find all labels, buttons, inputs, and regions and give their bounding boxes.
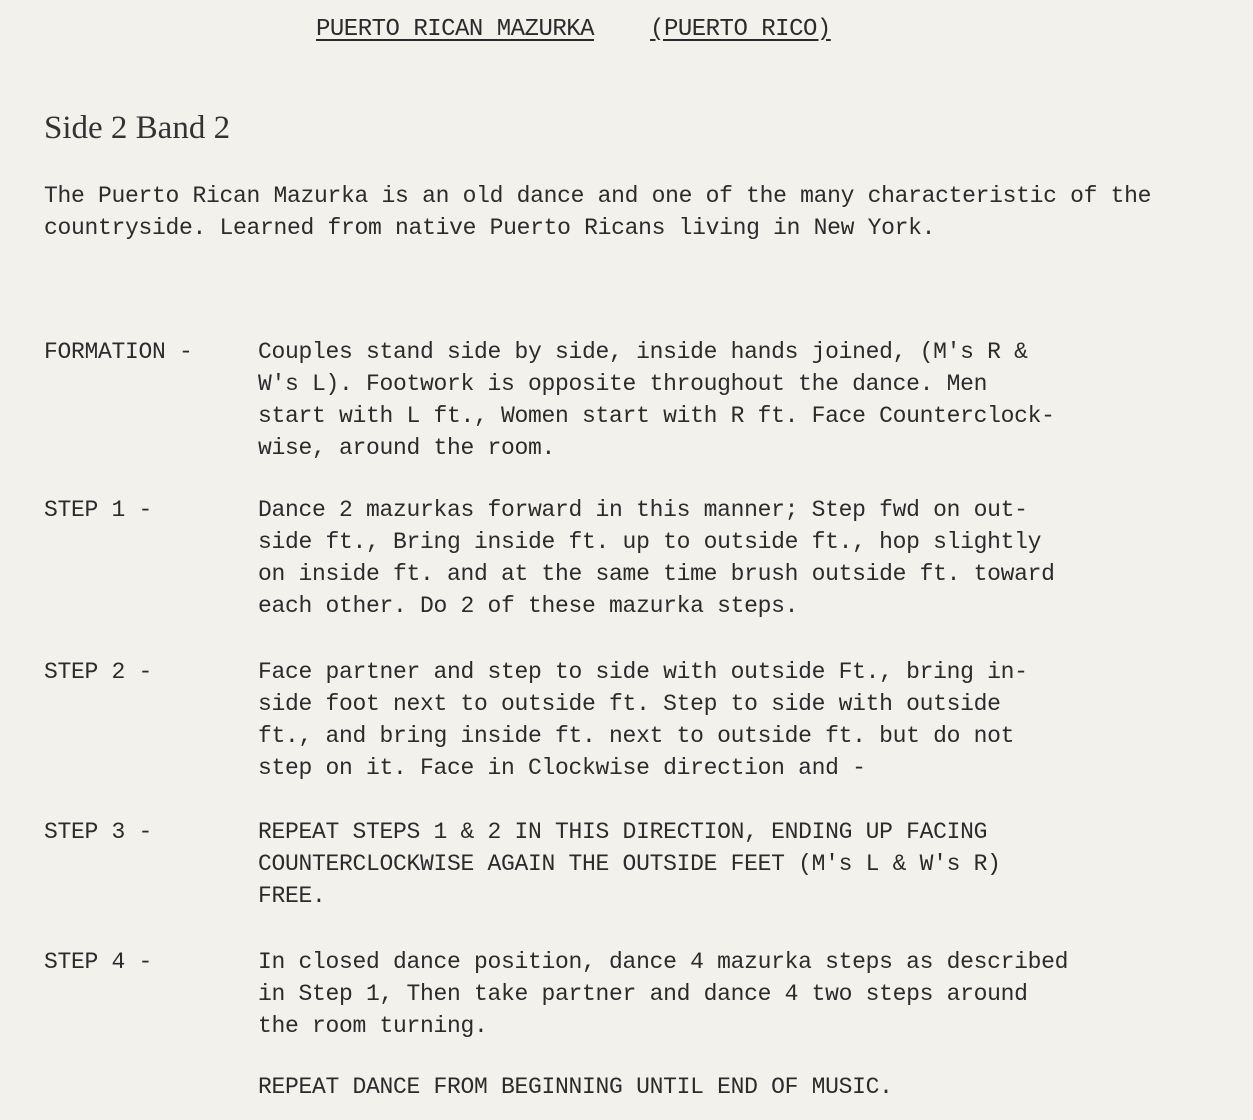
step-text: In closed dance position, dance 4 mazurka steps as described in Step 1, Then take partner and dance 4 two steps around the room turning.: [258, 949, 1069, 1039]
step-label: STEP 2 -: [44, 659, 153, 685]
intro-paragraph: The Puerto Rican Mazurka is an old dance and one of the many characteristic of the countryside. Learned from native Puerto Ricans living in New York.: [44, 183, 1152, 241]
step-label: STEP 4 -: [44, 949, 153, 975]
dance-title: PUERTO RICAN MAZURKA: [316, 16, 595, 43]
dance-region: (PUERTO RICO): [650, 16, 831, 43]
step-label: STEP 3 -: [44, 819, 153, 845]
step-text: Couples stand side by side, inside hands joined, (M's R & W's L). Footwork is opposite throughout the dance. Men start with L ft., Women start with R ft. Face Counterclock- wise, around the room.: [258, 339, 1055, 461]
closing-instruction: REPEAT DANCE FROM BEGINNING UNTIL END OF MUSIC.: [258, 1074, 893, 1100]
step-text: Face partner and step to side with outside Ft., bring in- side foot next to outside ft. Step to side with outside ft., and bring inside ft. next to outside ft. but do not step on it. Face in Clockwise direction and -: [258, 659, 1028, 781]
step-label: FORMATION -: [44, 339, 193, 365]
section-heading: Side 2 Band 2: [44, 110, 231, 146]
step-text: REPEAT STEPS 1 & 2 IN THIS DIRECTION, ENDING UP FACING COUNTERCLOCKWISE AGAIN THE OUTSIDE FEET (M's L & W's R) FREE.: [258, 819, 1001, 909]
step-label: STEP 1 -: [44, 497, 153, 523]
document-title: [316, 16, 831, 43]
step-text: Dance 2 mazurkas forward in this manner; Step fwd on out- side ft., Bring inside ft. up to outside ft., hop slightly on inside ft. and at the same time brush outside ft. toward each other. Do 2 of these mazurka steps.: [258, 497, 1055, 619]
